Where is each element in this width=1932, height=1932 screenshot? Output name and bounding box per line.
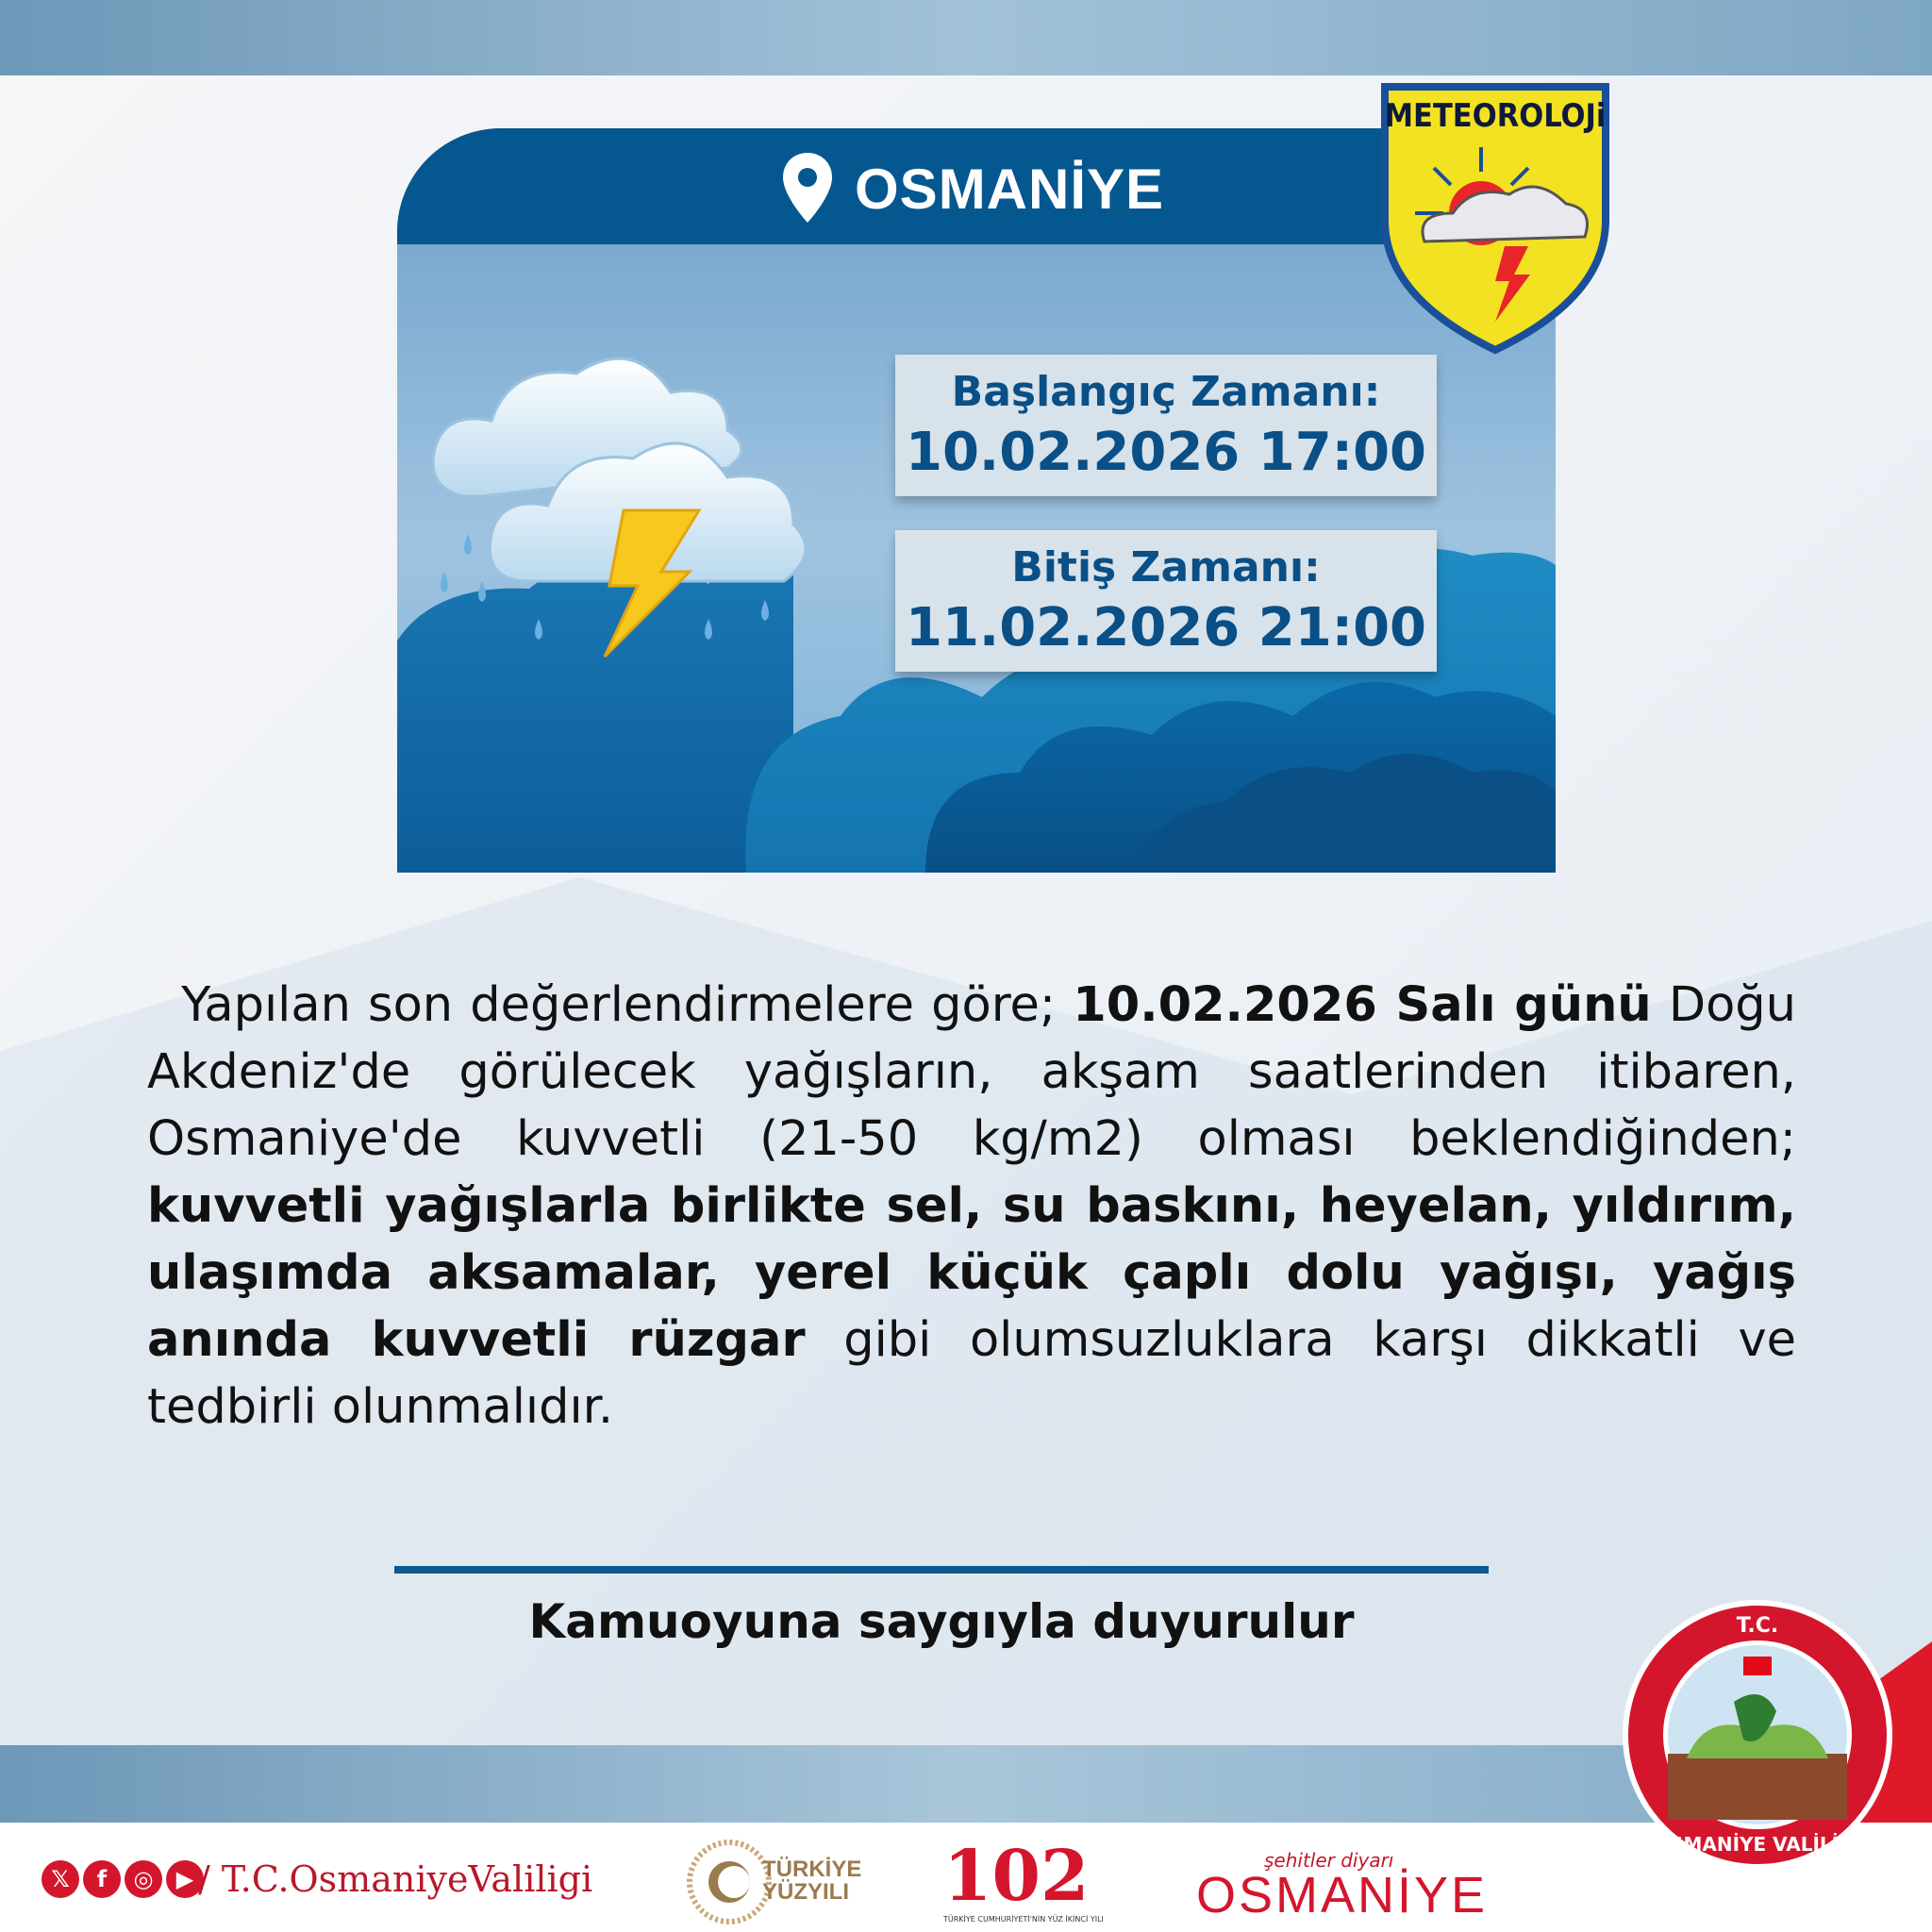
start-time-value: 10.02.2026 17:00 [905, 422, 1426, 483]
instagram-icon[interactable]: ◎ [125, 1860, 162, 1898]
end-time-value: 11.02.2026 21:00 [905, 597, 1426, 658]
end-time-label: Bitiş Zamanı: [1011, 543, 1321, 591]
turkiye-yuzyili-text: TÜRKİYE YÜZYILI [762, 1857, 862, 1905]
divider [394, 1566, 1489, 1574]
paragraph-text-1: Yapılan son değerlendirmelere göre; [181, 977, 1074, 1033]
facebook-icon[interactable]: f [83, 1860, 121, 1898]
youtube-icon[interactable]: ▶ [166, 1860, 204, 1898]
seal-top-text: T.C. [1736, 1614, 1779, 1638]
top-band [0, 0, 1932, 75]
meteoroloji-logo [1377, 81, 1613, 355]
102-logo: 102 [943, 1836, 1090, 1917]
x-icon[interactable]: 𝕏 [42, 1860, 79, 1898]
announcement-paragraph [147, 972, 1796, 1441]
osmaniye-logo-text: OSMANİYE [1196, 1867, 1489, 1924]
closing-text: Kamuoyuna saygıyla duyurulur [528, 1594, 1355, 1649]
start-time-label: Başlangıç Zamanı: [951, 368, 1381, 416]
osmaniye-slogan: şehitler diyarı [1264, 1849, 1394, 1872]
social-handle[interactable]: / T.C.OsmaniyeValiligi [198, 1858, 593, 1900]
location-pin-icon [779, 151, 836, 226]
paragraph-bold-2: kuvvetli yağışlarla birlikte sel, su baskını, heyelan, yıldırım, ulaşımda aksamalar, yerel küçük çaplı dolu yağışı, yağış anında kuvvetli rüzgar [147, 1178, 1796, 1368]
start-time-box [895, 355, 1437, 496]
102-subtitle: TÜRKİYE CUMHURİYETİ'NİN YÜZ İKİNCİ YILI [943, 1915, 1104, 1924]
storm-cloud-icon [425, 345, 869, 723]
meteoroloji-text: METEOROLOJi [1384, 97, 1607, 135]
paragraph-bold-1: 10.02.2026 Salı günü [1073, 977, 1652, 1033]
governorship-seal [1621, 1598, 1894, 1872]
paragraph-text-2: Doğu Akdeniz'de görülecek yağışların, akşam saatlerinden itibaren, Osmaniye'de kuvvetli (21-50 kg/m2) olması beklendiğinden; [147, 977, 1797, 1167]
seal-bottom-text: OSMANİYE VALİLİĞİ [1654, 1833, 1861, 1856]
end-time-box [895, 530, 1437, 672]
paragraph-text-3: gibi olumsuzluklara karşı dikkatli ve tedbirli olunmalıdır. [147, 1312, 1797, 1435]
city-title: OSMANİYE [855, 158, 1165, 221]
social-icons [42, 1858, 204, 1900]
